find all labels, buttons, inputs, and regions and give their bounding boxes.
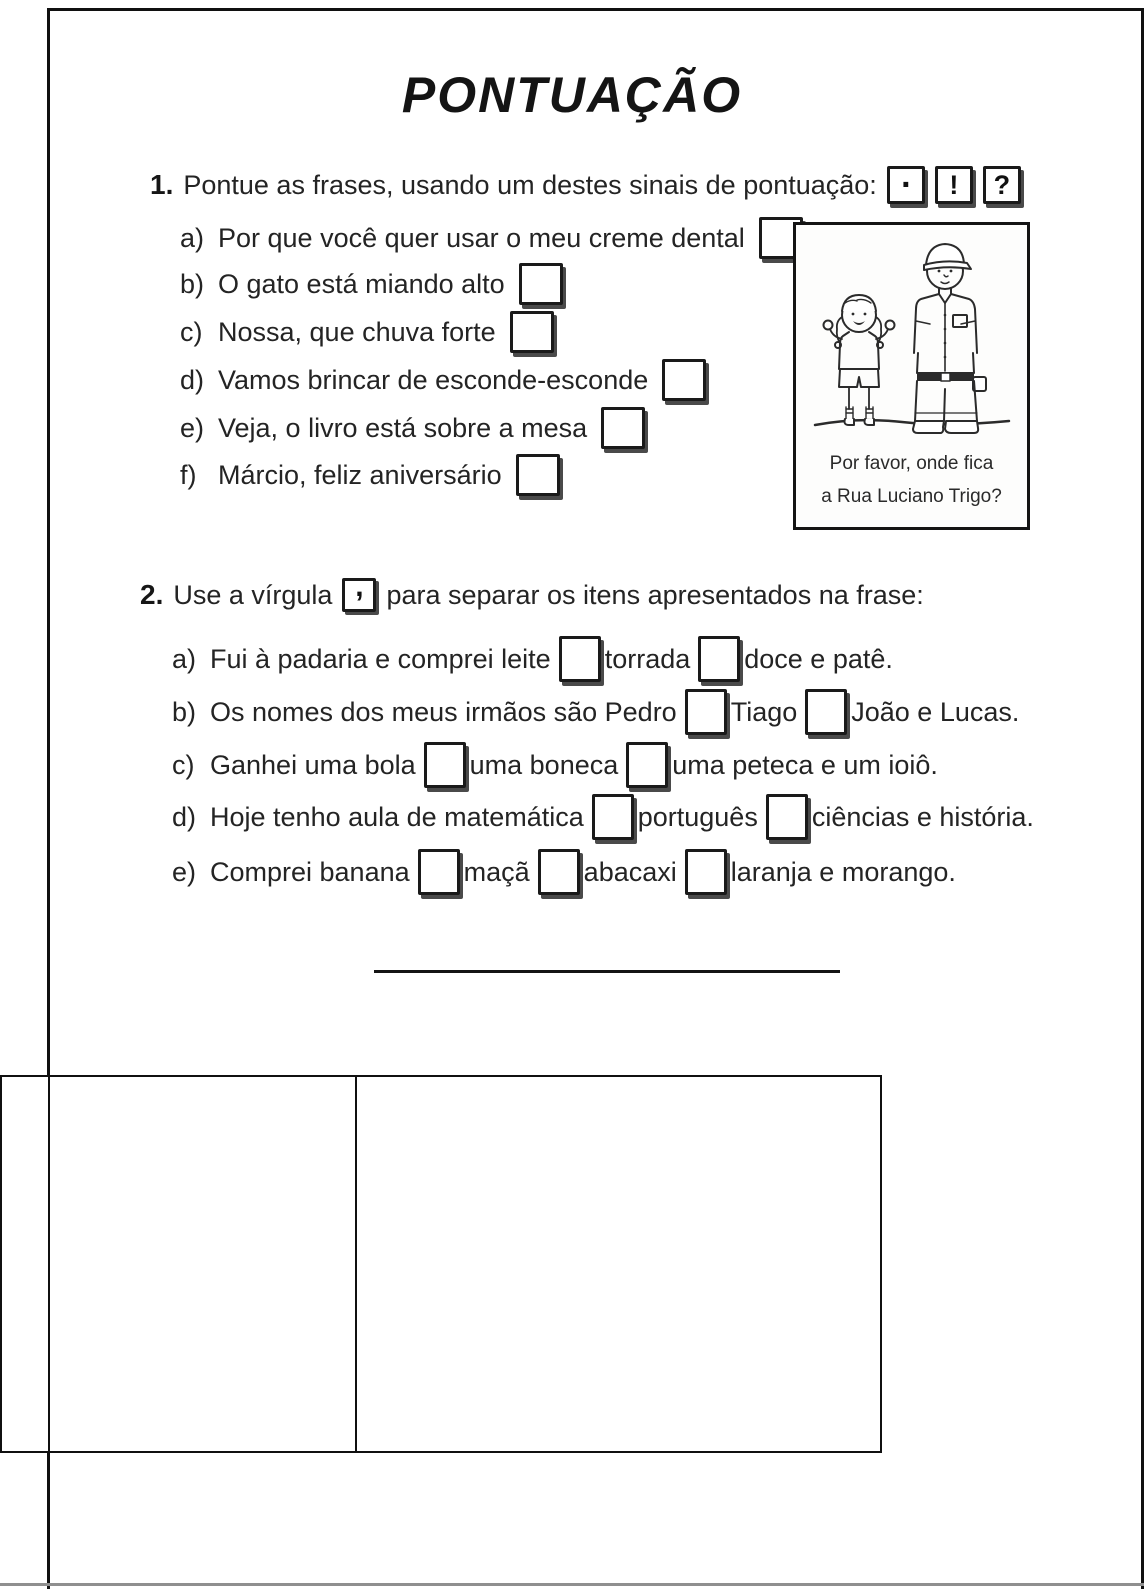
item-text: João e Lucas.	[851, 696, 1020, 727]
scan-bottom-edge	[0, 1583, 1144, 1586]
answer-box[interactable]	[559, 636, 601, 682]
answer-table	[0, 1075, 882, 1453]
item-text: português	[637, 801, 758, 832]
illustration-caption	[796, 448, 1027, 513]
comma-sign-box	[342, 570, 376, 612]
item-letter: b)	[172, 696, 197, 727]
exercise2-prompt-after: para separar os itens apresentados na frase:	[386, 579, 924, 610]
caption-line-1: Por favor, onde fica	[829, 453, 994, 475]
exclamation-sign: !	[949, 169, 959, 200]
question-sign-box	[983, 166, 1021, 204]
answer-box[interactable]	[626, 742, 668, 788]
item-text: Tiago	[730, 696, 798, 727]
item-text: Comprei banana	[210, 856, 410, 887]
item-text: Márcio, feliz aniversário	[218, 459, 502, 490]
item-text: uma peteca e um ioiô.	[672, 749, 938, 780]
period-sign-box	[887, 156, 925, 204]
item-letter: d)	[180, 364, 205, 395]
ex1-item-e	[180, 405, 645, 451]
item-text: torrada	[604, 643, 691, 674]
item-text: Vamos brincar de esconde-esconde	[218, 364, 649, 395]
answer-box[interactable]	[516, 454, 560, 496]
answer-box[interactable]	[418, 849, 460, 895]
answer-box[interactable]	[805, 689, 847, 735]
item-text: Fui à padaria e comprei leite	[210, 643, 551, 674]
item-letter: f)	[180, 459, 197, 490]
exercise1-header	[150, 156, 1021, 208]
answer-box[interactable]	[766, 794, 808, 840]
answer-box[interactable]	[519, 263, 563, 305]
illustration-card	[793, 222, 1030, 530]
answer-box[interactable]	[685, 849, 727, 895]
ex2-item-e	[172, 849, 956, 895]
item-letter: a)	[180, 222, 205, 253]
answer-box[interactable]	[698, 636, 740, 682]
ex1-item-c	[180, 309, 554, 355]
item-letter: b)	[180, 268, 205, 299]
caption-line-2: a Rua Luciano Trigo?	[821, 485, 1002, 507]
answer-box[interactable]	[510, 311, 554, 353]
answer-box[interactable]	[538, 849, 580, 895]
item-text: Nossa, que chuva forte	[218, 316, 496, 347]
item-text: Por que você quer usar o meu creme dental	[218, 222, 745, 253]
ex1-item-b	[180, 261, 563, 307]
answer-box[interactable]	[601, 407, 645, 449]
answer-box[interactable]	[592, 794, 634, 840]
comma-sign: ,	[355, 570, 364, 603]
table-cell-3[interactable]	[357, 1077, 880, 1451]
item-text: ciências e história.	[811, 801, 1034, 832]
item-letter: d)	[172, 801, 197, 832]
item-text: Os nomes dos meus irmãos são Pedro	[210, 696, 677, 727]
item-text: maçã	[463, 856, 530, 887]
item-letter: c)	[172, 749, 195, 780]
ex2-item-b	[172, 689, 1019, 735]
item-letter: e)	[180, 412, 205, 443]
exercise1-number: 1.	[150, 169, 174, 200]
item-text: uma boneca	[469, 749, 619, 780]
item-text: O gato está miando alto	[218, 268, 505, 299]
item-text: doce e patê.	[744, 643, 893, 674]
ex1-item-a	[180, 215, 803, 261]
item-text: abacaxi	[583, 856, 677, 887]
ex1-item-f	[180, 452, 560, 498]
page-title: PONTUAÇÃO	[401, 67, 743, 123]
item-letter: e)	[172, 856, 197, 887]
exercise2-header	[140, 572, 924, 618]
item-text: laranja e morango.	[730, 856, 956, 887]
ex2-item-c	[172, 742, 938, 788]
ex1-item-d	[180, 357, 706, 403]
answer-box[interactable]	[685, 689, 727, 735]
item-text: Veja, o livro está sobre a mesa	[218, 412, 588, 443]
question-sign: ?	[993, 169, 1011, 200]
exercise1-prompt: Pontue as frases, usando um destes sinais de pontuação:	[183, 169, 877, 200]
ex2-item-d	[172, 794, 1034, 840]
item-text: Hoje tenho aula de matemática	[210, 801, 584, 832]
section-divider-line	[374, 970, 840, 973]
period-sign: .	[901, 156, 911, 195]
ex2-item-a	[172, 636, 893, 682]
table-cell-2[interactable]	[50, 1077, 355, 1451]
illustration-drawing	[797, 229, 1026, 444]
exercise2-prompt-before: Use a vírgula	[173, 579, 333, 610]
answer-box[interactable]	[424, 742, 466, 788]
item-text: Ganhei uma bola	[210, 749, 416, 780]
exclamation-sign-box	[935, 166, 973, 204]
item-letter: c)	[180, 316, 203, 347]
item-letter: a)	[172, 643, 197, 674]
exercise2-number: 2.	[140, 579, 164, 610]
answer-box[interactable]	[662, 359, 706, 401]
table-cell-1[interactable]	[2, 1077, 48, 1451]
